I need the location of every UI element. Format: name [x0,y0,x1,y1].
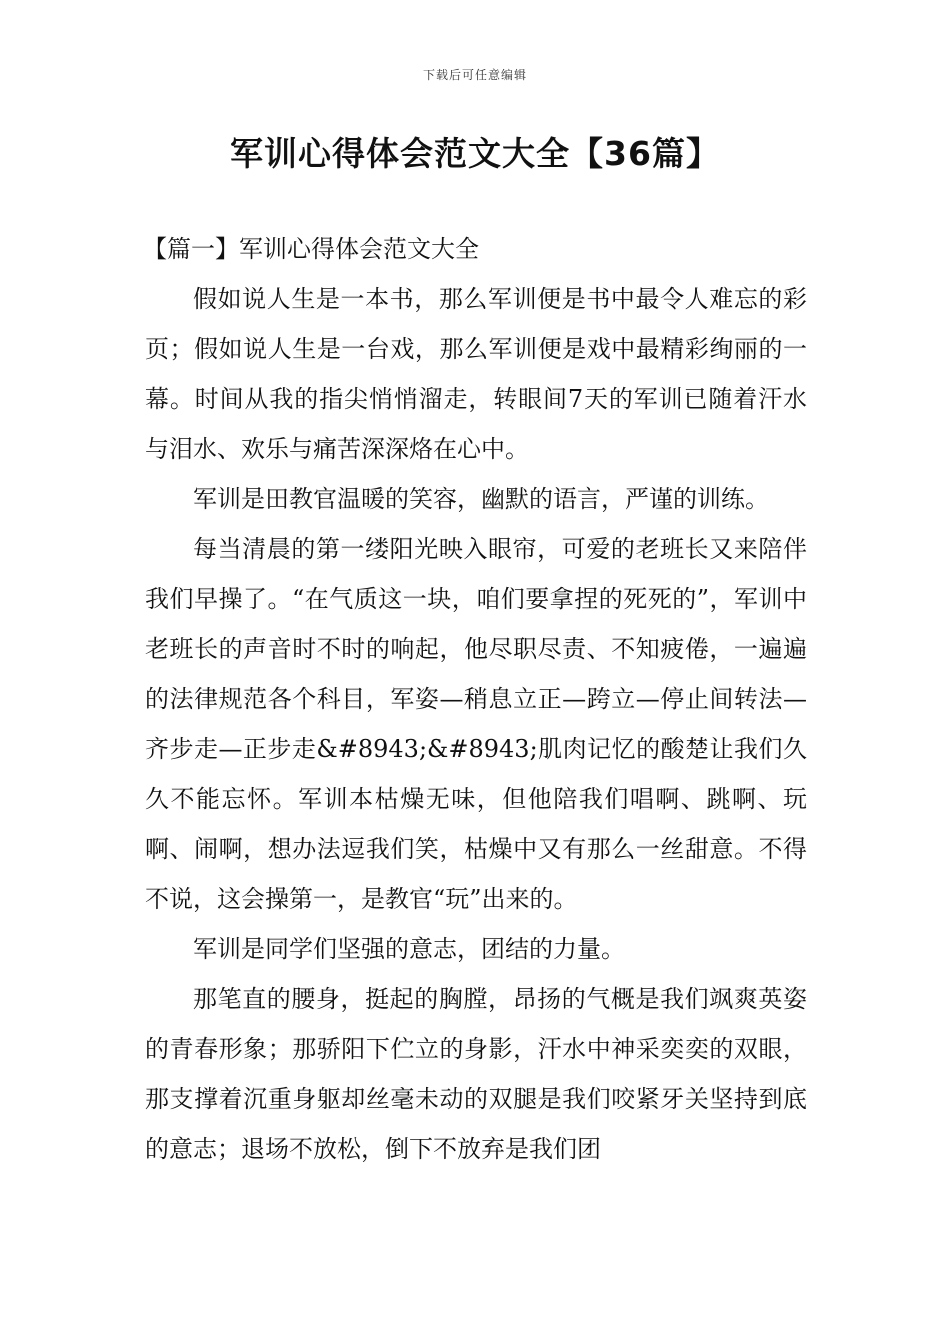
document-title: 军训心得体会范文大全【36篇】 [230,134,720,173]
paragraph: 假如说人生是一本书，那么军训便是书中最令人难忘的彩页；假如说人生是一台戏，那么军训便是戏中最精彩绚丽的一幕。时间从我的指尖悄悄溜走，转眼间7天的军训已随着汗水与泪水、欢乐与痛苦深深烙在心中。 [145,285,807,463]
paragraph: 那笔直的腰身，挺起的胸膛，昂扬的气概是我们飒爽英姿的青春形象；那骄阳下伫立的身影，汗水中神采奕奕的双眼，那支撑着沉重身躯却丝毫未动的双腿是我们咬紧牙关坚持到底的意志；退场不放松，倒下不放弃是我们团 [145,985,807,1163]
document-body [145,224,807,1174]
header-note: 下载后可任意编辑 [422,68,527,82]
paragraph: 军训是同学们坚强的意志，团结的力量。 [193,935,625,963]
paragraph: 每当清晨的第一缕阳光映入眼帘，可爱的老班长又来陪伴我们早操了。“在气质这一块，咱们要拿捏的死死的”，军训中老班长的声音时不时的响起，他尽职尽责、不知疲倦，一遍遍的法律规范各个科目，军姿—稍息立正—跨立—停止间转法—齐步走—正步走&#8943;&#8943;肌肉记忆的酸楚让我们久久不能忘怀。军训本枯燥无味，但他陪我们唱啊、跳啊、玩啊、闹啊，想办法逗我们笑，枯燥中又有那么一丝甜意。不得不说，这会操第一，是教官“玩”出来的。 [145,535,807,913]
paragraph: 军训是田教官温暖的笑容，幽默的语言，严谨的训练。 [193,485,769,513]
section-heading: 【篇一】军训心得体会范文大全 [143,235,479,263]
